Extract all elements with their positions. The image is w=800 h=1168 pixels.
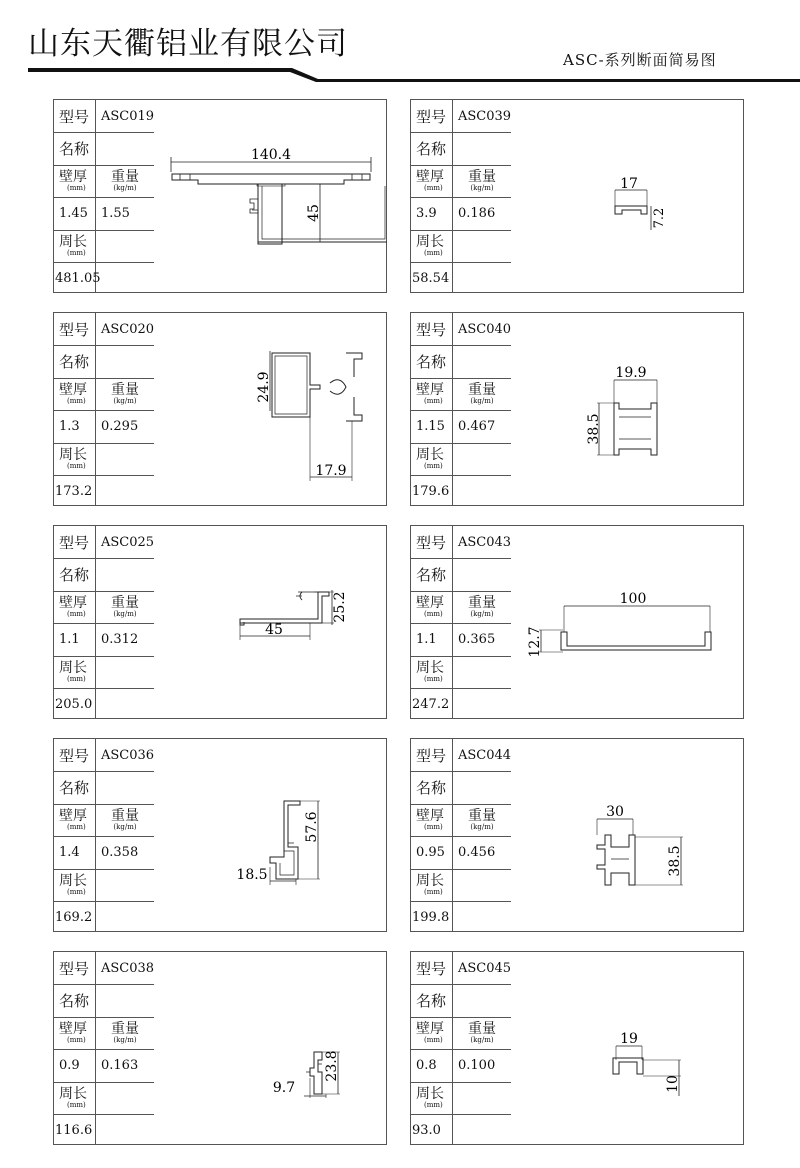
thickness-value [54,197,96,230]
perimeter-value [54,688,154,720]
name-label-text: 名称 [59,566,90,584]
perimeter-value-text: 169.2 [55,909,93,925]
thickness-label [411,378,453,410]
weight-value-text: 0.312 [101,632,139,647]
weight-value [453,1049,511,1082]
thickness-value [411,836,453,869]
thickness-value-text: 1.45 [59,206,88,221]
dim-label: 57.6 [304,811,320,843]
thickness-label-text: 壁厚 [59,808,87,824]
model-value-text: ASC020 [101,321,155,337]
perimeter-value-text: 116.6 [55,1122,93,1138]
weight-label-text: 重量 [111,169,139,185]
thickness-value-text: 0.9 [59,1058,80,1073]
perimeter-label [411,443,453,475]
weight-value-text: 0.358 [101,845,139,860]
weight-label [453,591,511,623]
thickness-unit: (mm) [67,397,86,405]
name-label-text: 名称 [59,779,90,797]
weight-label [96,165,154,197]
dim-label: 7.2 [652,207,667,229]
name-label [54,345,96,378]
model-label-text: 型号 [416,320,447,339]
model-value-text: ASC043 [458,534,512,550]
thickness-unit: (mm) [67,1036,86,1044]
weight-label-text: 重量 [111,382,139,398]
name-label-text: 名称 [416,992,447,1010]
model-label-text: 型号 [416,959,447,978]
perimeter-unit: (mm) [67,462,86,470]
weight-label-text: 重量 [468,169,496,185]
perimeter-label-text: 周长 [416,873,444,889]
model-label [411,952,453,984]
perimeter-value [54,262,154,294]
perimeter-label-text: 周长 [416,660,444,676]
dim-label: 30 [606,804,624,820]
weight-label [96,1017,154,1049]
dim-label: 38.5 [586,413,602,445]
profile-drawing [154,739,387,931]
perimeter-label-text: 周长 [59,873,87,889]
weight-label-text: 重量 [468,595,496,611]
thickness-value [54,410,96,443]
weight-value [453,197,511,230]
thickness-value [411,410,453,443]
thickness-label-text: 壁厚 [59,169,87,185]
model-label [54,313,96,345]
name-label [54,132,96,165]
perimeter-value-text: 199.8 [412,909,450,925]
model-value [96,100,154,132]
model-value-text: ASC038 [101,960,155,976]
profile-card [53,99,387,293]
weight-value [96,1049,154,1082]
model-value-text: ASC044 [458,747,512,763]
thickness-label [411,804,453,836]
model-value-text: ASC019 [101,108,155,124]
model-value [96,739,154,771]
dim-label: 100 [619,591,647,607]
weight-value [453,410,511,443]
thickness-unit: (mm) [67,823,86,831]
thickness-unit: (mm) [424,184,443,192]
name-label-text: 名称 [59,992,90,1010]
weight-unit: (kg/m) [113,823,137,831]
thickness-unit: (mm) [424,397,443,405]
model-value [453,100,511,132]
perimeter-label-text: 周长 [416,1086,444,1102]
model-value [453,526,511,558]
perimeter-label-text: 周长 [416,447,444,463]
thickness-unit: (mm) [424,823,443,831]
thickness-value [411,623,453,656]
profile-card [53,525,387,719]
weight-unit: (kg/m) [470,184,494,192]
weight-value-text: 0.100 [458,1058,496,1073]
profile-card [410,738,744,932]
name-label [411,132,453,165]
perimeter-value [411,901,511,933]
thickness-label [411,1017,453,1049]
model-label-text: 型号 [59,107,90,126]
weight-value [96,197,154,230]
weight-unit: (kg/m) [470,397,494,405]
model-value-text: ASC045 [458,960,512,976]
perimeter-value-text: 481.05 [55,270,101,286]
model-label [54,739,96,771]
dim-label: 19.9 [615,365,647,381]
profile-card [410,99,744,293]
name-label [54,984,96,1017]
model-label [54,526,96,558]
perimeter-value [411,1114,511,1146]
model-label [411,739,453,771]
weight-label [96,591,154,623]
thickness-value [54,623,96,656]
weight-label-text: 重量 [468,1021,496,1037]
weight-value-text: 0.456 [458,845,496,860]
weight-unit: (kg/m) [113,1036,137,1044]
model-value [96,952,154,984]
weight-unit: (kg/m) [470,610,494,618]
model-value-text: ASC025 [101,534,155,550]
weight-value-text: 0.295 [101,419,139,434]
thickness-label [54,1017,96,1049]
name-label [54,771,96,804]
profile-card [410,951,744,1145]
perimeter-value-text: 93.0 [412,1122,441,1138]
dim-label: 25.2 [332,591,348,623]
profile-card [53,738,387,932]
document-title: ASC-系列断面简易图 [563,51,717,69]
perimeter-label [54,443,96,475]
weight-value-text: 0.163 [101,1058,139,1073]
name-label-text: 名称 [416,140,447,158]
weight-value [96,836,154,869]
thickness-label [411,591,453,623]
perimeter-label-text: 周长 [59,447,87,463]
thickness-value [411,1049,453,1082]
profile-drawing [511,313,744,505]
perimeter-label-text: 周长 [59,234,87,250]
model-value-text: ASC040 [458,321,512,337]
weight-unit: (kg/m) [113,397,137,405]
model-label [54,100,96,132]
model-label [411,100,453,132]
profile-drawing [511,100,744,292]
model-value-text: ASC039 [458,108,512,124]
name-label [411,345,453,378]
thickness-label [54,165,96,197]
name-label [411,771,453,804]
thickness-value-text: 1.4 [59,845,80,860]
model-value [96,313,154,345]
weight-label-text: 重量 [468,808,496,824]
perimeter-value-text: 247.2 [412,696,450,712]
thickness-value [54,836,96,869]
model-label [54,952,96,984]
profile-drawing [511,739,744,931]
thickness-label [54,591,96,623]
name-label [411,984,453,1017]
weight-value [96,623,154,656]
model-label-text: 型号 [59,746,90,765]
model-label-text: 型号 [59,320,90,339]
thickness-unit: (mm) [67,184,86,192]
profile-drawing [511,526,744,718]
thickness-label-text: 壁厚 [59,595,87,611]
perimeter-value [54,1114,154,1146]
perimeter-value [54,901,154,933]
thickness-value [54,1049,96,1082]
weight-label [453,1017,511,1049]
name-label [411,558,453,591]
thickness-label-text: 壁厚 [59,382,87,398]
weight-value-text: 0.186 [458,206,496,221]
profile-drawing [154,313,387,505]
weight-label-text: 重量 [111,1021,139,1037]
perimeter-unit: (mm) [67,249,86,257]
dim-label: 12.7 [527,626,543,658]
name-label [54,558,96,591]
profile-card [53,312,387,506]
dim-label: 23.8 [324,1050,340,1082]
thickness-value-text: 1.15 [416,419,445,434]
perimeter-value [411,262,511,294]
perimeter-unit: (mm) [424,249,443,257]
perimeter-value-text: 205.0 [55,696,93,712]
company-name: 山东天衢铝业有限公司 [28,26,348,62]
perimeter-unit: (mm) [424,675,443,683]
profile-drawing [154,952,387,1144]
model-label-text: 型号 [416,746,447,765]
model-value-text: ASC036 [101,747,155,763]
model-label [411,313,453,345]
thickness-label-text: 壁厚 [416,595,444,611]
name-label-text: 名称 [59,353,90,371]
profile-card [410,525,744,719]
weight-label [453,378,511,410]
model-value [96,526,154,558]
thickness-label-text: 壁厚 [416,808,444,824]
weight-unit: (kg/m) [113,184,137,192]
thickness-value-text: 0.95 [416,845,445,860]
profile-card [410,312,744,506]
name-label-text: 名称 [416,566,447,584]
perimeter-label [54,656,96,688]
weight-label [453,165,511,197]
model-value [453,952,511,984]
perimeter-unit: (mm) [67,1101,86,1109]
dim-label: 9.7 [272,1080,296,1096]
perimeter-label [411,869,453,901]
perimeter-label [411,656,453,688]
perimeter-label [54,1082,96,1114]
thickness-label [54,804,96,836]
perimeter-unit: (mm) [424,888,443,896]
thickness-unit: (mm) [424,610,443,618]
weight-value [453,623,511,656]
perimeter-value-text: 58.54 [412,270,450,286]
model-label-text: 型号 [59,959,90,978]
thickness-label-text: 壁厚 [416,1021,444,1037]
weight-value-text: 1.55 [101,206,130,221]
weight-value [453,836,511,869]
weight-unit: (kg/m) [113,610,137,618]
perimeter-value [411,688,511,720]
perimeter-label [411,230,453,262]
thickness-label-text: 壁厚 [59,1021,87,1037]
perimeter-label-text: 周长 [59,1086,87,1102]
thickness-label [54,378,96,410]
model-label-text: 型号 [59,533,90,552]
weight-label [96,378,154,410]
weight-label-text: 重量 [111,808,139,824]
dim-label: 10 [665,1075,681,1093]
model-value [453,313,511,345]
weight-label [96,804,154,836]
model-label-text: 型号 [416,107,447,126]
dim-label: 19 [620,1031,638,1047]
thickness-unit: (mm) [424,1036,443,1044]
name-label-text: 名称 [416,779,447,797]
weight-value-text: 0.365 [458,632,496,647]
thickness-unit: (mm) [67,610,86,618]
thickness-value-text: 1.1 [416,632,437,647]
perimeter-label [54,869,96,901]
dim-label: 18.5 [236,867,268,883]
name-label-text: 名称 [416,353,447,371]
perimeter-label [54,230,96,262]
profile-drawing [154,100,387,292]
dim-label: 38.5 [667,845,683,877]
thickness-value [411,197,453,230]
dim-label: 45 [306,204,322,222]
dim-label: 17 [620,176,638,192]
model-value [453,739,511,771]
dim-label: 140.4 [250,147,292,163]
thickness-label [411,165,453,197]
dim-label: 45 [265,622,283,638]
thickness-value-text: 3.9 [416,206,437,221]
weight-value [96,410,154,443]
model-label [411,526,453,558]
thickness-label-text: 壁厚 [416,382,444,398]
dim-label: 17.9 [315,463,347,479]
perimeter-unit: (mm) [424,1101,443,1109]
weight-unit: (kg/m) [470,823,494,831]
name-label-text: 名称 [59,140,90,158]
weight-label-text: 重量 [111,595,139,611]
weight-label [453,804,511,836]
perimeter-label-text: 周长 [59,660,87,676]
perimeter-unit: (mm) [67,888,86,896]
perimeter-value-text: 173.2 [55,483,93,499]
perimeter-value [54,475,154,507]
thickness-value-text: 1.1 [59,632,80,647]
perimeter-unit: (mm) [424,462,443,470]
thickness-value-text: 0.8 [416,1058,437,1073]
profile-drawing [154,526,387,718]
profile-drawing [511,952,744,1144]
model-label-text: 型号 [416,533,447,552]
perimeter-label-text: 周长 [416,234,444,250]
profile-card [53,951,387,1145]
perimeter-unit: (mm) [67,675,86,683]
dim-label: 24.9 [256,371,272,403]
weight-value-text: 0.467 [458,419,496,434]
perimeter-value-text: 179.6 [412,483,450,499]
weight-label-text: 重量 [468,382,496,398]
thickness-value-text: 1.3 [59,419,80,434]
perimeter-label [411,1082,453,1114]
perimeter-value [411,475,511,507]
thickness-label-text: 壁厚 [416,169,444,185]
weight-unit: (kg/m) [470,1036,494,1044]
